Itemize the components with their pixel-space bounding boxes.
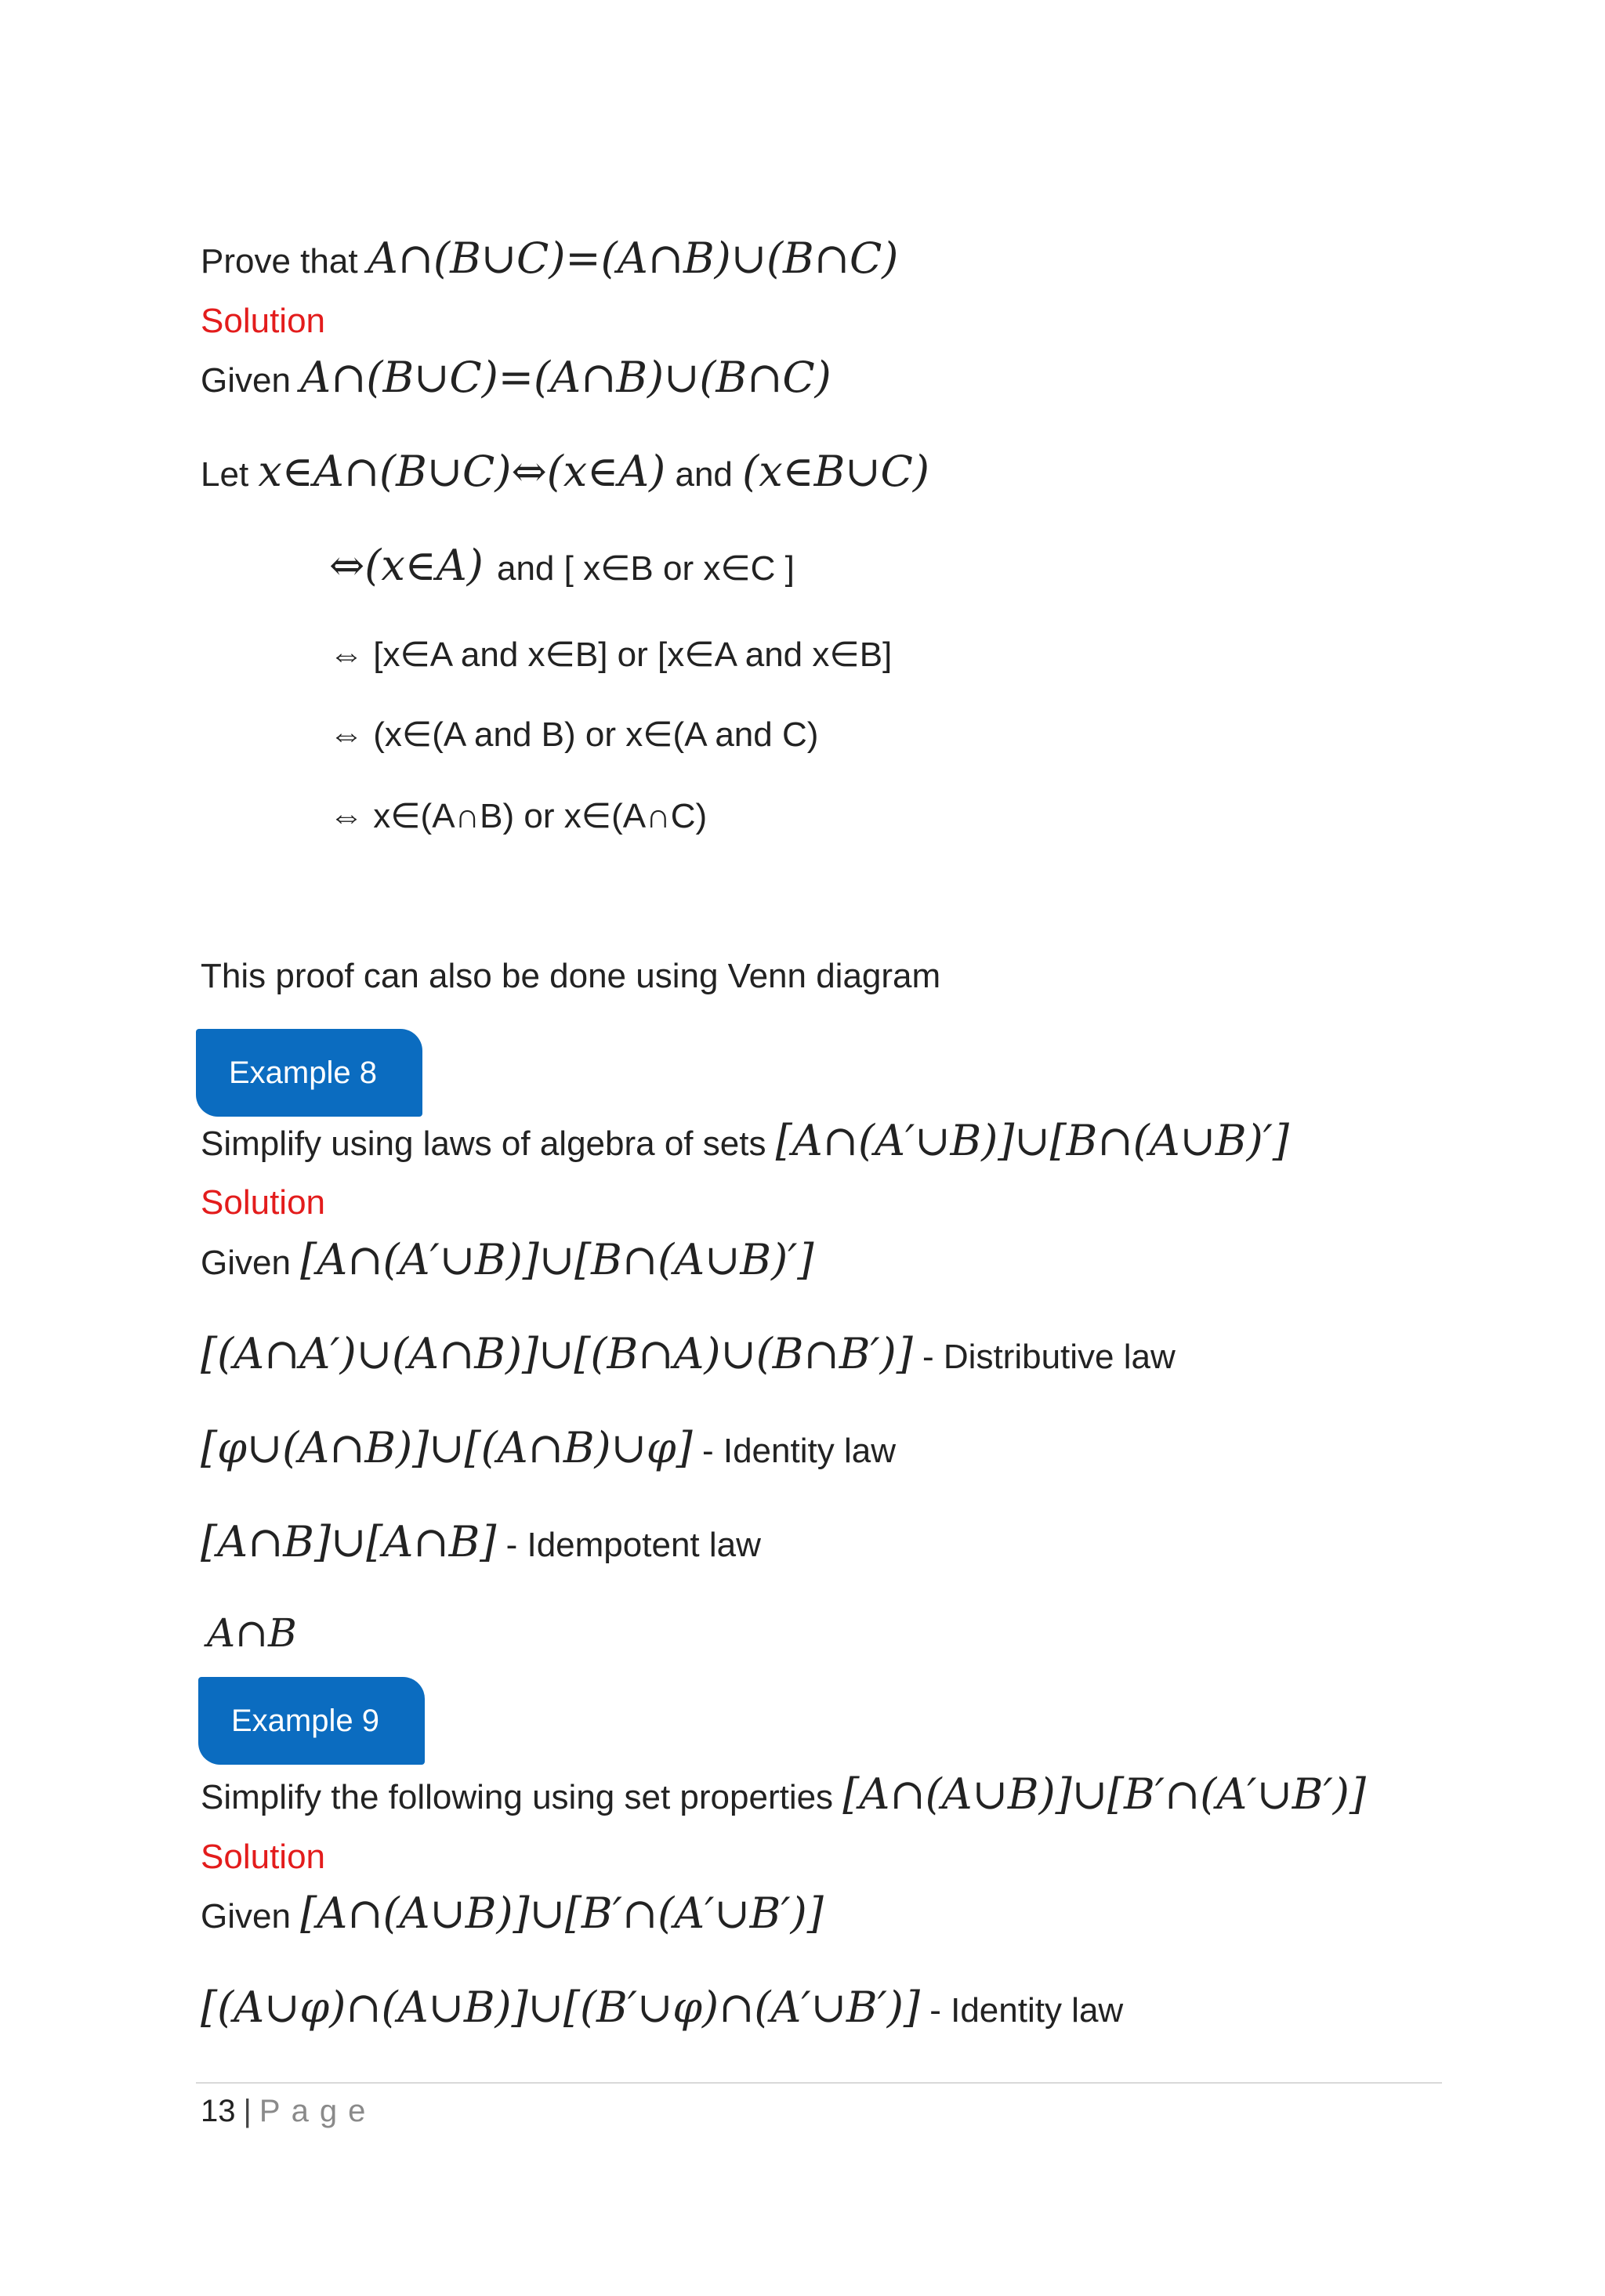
example-9-solution-heading: Solution bbox=[201, 1838, 326, 1876]
given-statement bbox=[201, 354, 831, 404]
footer-rule bbox=[196, 2082, 1442, 2084]
proof-step-3: ⇔ (x∈(A and B) or x∈(A and C) bbox=[329, 715, 819, 754]
let-expression-1: x∈A∩(B∪C)⇔(x∈A) bbox=[258, 447, 666, 496]
example-9-step-1 bbox=[201, 1984, 1123, 2034]
let-expression-2: (x∈B∪C) bbox=[742, 447, 929, 496]
proof-step-1 bbox=[329, 542, 795, 592]
example-8-step-1 bbox=[201, 1331, 1176, 1381]
example-9-step-1-law: - Identity law bbox=[929, 1991, 1124, 2030]
proof-step-1-expr: ⇔(x∈A) bbox=[329, 541, 497, 590]
prove-expression: A∩(B∪C)=(A∩B)∪(B∩C) bbox=[367, 234, 899, 283]
example-8-solution-heading: Solution bbox=[201, 1183, 326, 1222]
footer-separator: | bbox=[243, 2094, 252, 2128]
example-9-step-1-expr: [(A∪φ)∩(A∪B)]∪[(B′∪φ)∩(A′∪B′)] bbox=[201, 1983, 920, 2032]
example-9-question-label: Simplify the following using set properties bbox=[201, 1778, 843, 1816]
solution-heading: Solution bbox=[201, 302, 326, 340]
proof-step-2: ⇔ [x∈A and x∈B] or [x∈A and x∈B] bbox=[329, 636, 893, 674]
example-9-given-label: Given bbox=[201, 1897, 301, 1936]
example-9-given bbox=[201, 1890, 824, 1940]
page-footer bbox=[201, 2089, 376, 2133]
prove-label: Prove that bbox=[201, 242, 368, 281]
proof-step-1-text: and [ x∈B or x∈C ] bbox=[496, 549, 795, 588]
example-8-step-3-law: - Idempotent law bbox=[505, 1526, 761, 1564]
let-statement bbox=[201, 448, 929, 498]
let-and: and bbox=[675, 455, 743, 494]
example-8-given-label: Given bbox=[201, 1244, 301, 1282]
example-8-question-expr: [A∩(A′∪B)]∪[B∩(A∪B)′] bbox=[775, 1116, 1290, 1165]
example-8-step-2 bbox=[201, 1425, 896, 1475]
example-8-result bbox=[207, 1610, 297, 1659]
proof-step-4: ⇔ x∈(A∩B) or x∈(A∩C) bbox=[329, 797, 708, 835]
let-label: Let bbox=[201, 455, 259, 494]
prove-statement bbox=[201, 235, 898, 285]
footer-page-word: Page bbox=[259, 2094, 377, 2128]
example-8-given-expr: [A∩(A′∪B)]∪[B∩(A∪B)′] bbox=[300, 1235, 814, 1284]
example-8-result-expr: A∩B bbox=[207, 1610, 297, 1656]
example-8-step-3-expr: [A∩B]∪[A∩B] bbox=[201, 1517, 497, 1566]
example-8-step-2-law: - Identity law bbox=[701, 1432, 896, 1470]
example-9-question-expr: [A∩(A∪B)]∪[B′∩(A′∪B′)] bbox=[842, 1769, 1366, 1819]
example-9-badge: Example 9 bbox=[198, 1677, 425, 1765]
venn-note: This proof can also be done using Venn diagram bbox=[201, 957, 941, 995]
example-8-step-3 bbox=[201, 1519, 761, 1569]
example-8-step-2-expr: [φ∪(A∩B)]∪[(A∩B)∪φ] bbox=[201, 1423, 693, 1472]
example-9-question bbox=[201, 1771, 1366, 1821]
given-expression: A∩(B∪C)=(A∩B)∪(B∩C) bbox=[300, 353, 831, 402]
example-8-question-label: Simplify using laws of algebra of sets bbox=[201, 1124, 776, 1163]
example-8-badge: Example 8 bbox=[196, 1029, 422, 1117]
example-8-given bbox=[201, 1237, 814, 1287]
example-8-step-1-law: - Distributive law bbox=[922, 1338, 1176, 1376]
example-8-step-1-expr: [(A∩A′)∪(A∩B)]∪[(B∩A)∪(B∩B′)] bbox=[201, 1329, 913, 1378]
example-8-question bbox=[201, 1117, 1289, 1168]
page-number: 13 bbox=[201, 2094, 236, 2128]
example-9-given-expr: [A∩(A∪B)]∪[B′∩(A′∪B′)] bbox=[300, 1889, 824, 1938]
given-label: Given bbox=[201, 361, 301, 400]
